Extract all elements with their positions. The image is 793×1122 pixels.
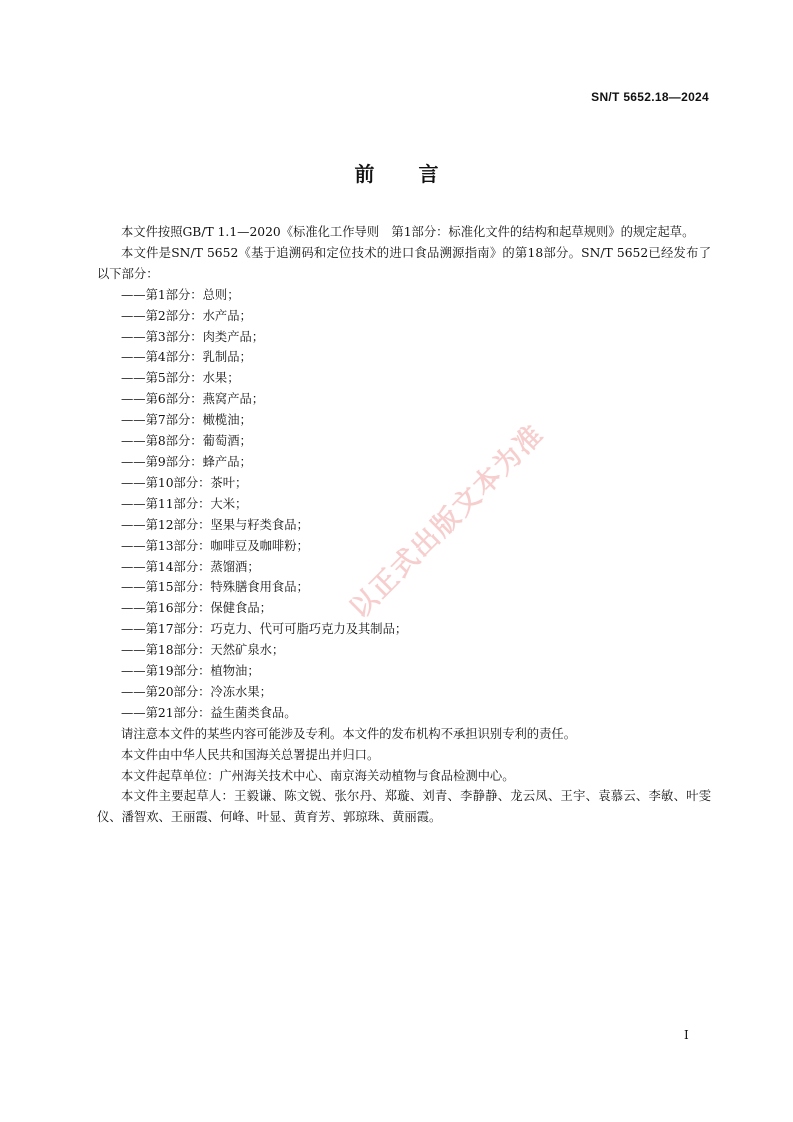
list-item: ——第15部分：特殊膳食用食品； <box>121 580 309 595</box>
list-item: ——第7部分：橄榄油； <box>121 413 252 428</box>
list-item: ——第2部分：水产品； <box>121 308 252 323</box>
drafting-units: 本文件起草单位：广州海关技术中心、南京海关动植物与食品检测中心。 <box>121 768 515 783</box>
list-item: ——第21部分：益生菌类食品。 <box>121 705 297 720</box>
standard-number: SN/T 5652.18—2024 <box>591 90 709 104</box>
list-item: ——第17部分：巧克力、代可可脂巧克力及其制品； <box>121 622 408 637</box>
list-item: ——第4部分：乳制品； <box>121 350 252 365</box>
list-item: ——第3部分：肉类产品； <box>121 329 265 344</box>
watermark: 以正式出版文本为准 <box>343 418 551 625</box>
foreword-body <box>97 222 711 828</box>
list-item: ——第16部分：保健食品； <box>121 601 272 616</box>
intro-paragraph-1: 本文件按照GB/T 1.1—2020《标准化工作导则 第1部分：标准化文件的结构和起草规则》的规定起草。 <box>121 225 695 239</box>
proposer-statement: 本文件由中华人民共和国海关总署提出并归口。 <box>121 747 380 762</box>
list-item: ——第11部分：大米； <box>121 496 248 511</box>
list-item: ——第1部分：总则； <box>121 287 240 302</box>
patent-notice: 请注意本文件的某些内容可能涉及专利。本文件的发布机构不承担识别专利的责任。 <box>121 726 576 741</box>
parts-list <box>97 285 711 724</box>
list-item: ——第6部分：燕窝产品； <box>121 392 265 407</box>
list-item: ——第14部分：蒸馏酒； <box>121 559 260 574</box>
list-item: ——第19部分：植物油； <box>121 664 260 679</box>
list-item: ——第18部分：天然矿泉水； <box>121 643 285 658</box>
drafters: 本文件主要起草人：王毅谦、陈文锐、张尔丹、郑璇、刘青、李静静、龙云凤、王宇、袁慕云、李敏、叶雯仪、潘智欢、王丽霞、何峰、叶显、黄育芳、郭琼珠、黄丽霞。 <box>97 789 711 825</box>
list-item: ——第10部分：茶叶； <box>121 475 248 490</box>
list-item: ——第9部分：蜂产品； <box>121 454 252 469</box>
list-item: ——第20部分：冷冻水果； <box>121 684 272 699</box>
list-item: ——第5部分：水果； <box>121 371 240 386</box>
list-item: ——第8部分：葡萄酒； <box>121 434 252 449</box>
intro-paragraph-2: 本文件是SN/T 5652《基于追溯码和定位技术的进口食品溯源指南》的第18部分。SN/T 5652已经发布了以下部分： <box>97 245 711 281</box>
page-title: 前言 <box>354 162 483 186</box>
list-item: ——第13部分：咖啡豆及咖啡粉； <box>121 538 309 553</box>
list-item: ——第12部分：坚果与籽类食品； <box>121 517 309 532</box>
page-number: I <box>684 1028 689 1042</box>
